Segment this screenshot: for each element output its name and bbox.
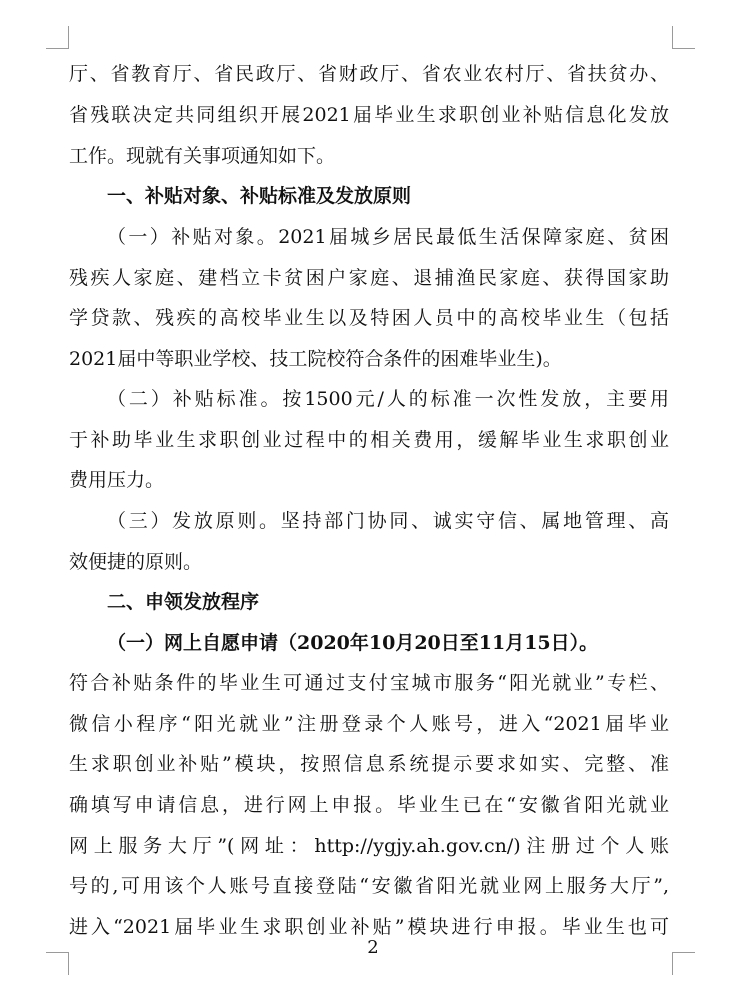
body-line: 省残联决定共同组织开展2021届毕业生求职创业补贴信息化发放 bbox=[69, 104, 669, 126]
body-line: 工作。现就有关事项通知如下。 bbox=[69, 145, 336, 167]
body-line: 符合补贴条件的毕业生可通过支付宝城市服务“阳光就业”专栏、 bbox=[69, 672, 669, 694]
paragraph-start-line: （一）补贴对象。2021届城乡居民最低生活保障家庭、贫困 bbox=[107, 226, 669, 248]
section-heading-2: 二、申领发放程序 bbox=[107, 591, 260, 613]
body-line: 进入“2021届毕业生求职创业补贴”模块进行申报。毕业生也可 bbox=[69, 916, 669, 938]
body-line: 微信小程序“阳光就业”注册登录个人账号，进入“2021届毕业 bbox=[69, 713, 669, 735]
body-line: 号的,可用该个人账号直接登陆“安徽省阳光就业网上服务大厅”, bbox=[69, 875, 669, 897]
body-line: 网上服务大厅”(网址：http://ygjy.ah.gov.cn/)注册过个人账 bbox=[69, 835, 669, 857]
body-line: 2021届中等职业学校、技工院校符合条件的困难毕业生)。 bbox=[69, 348, 562, 370]
body-line: 残疾人家庭、建档立卡贫困户家庭、退捕渔民家庭、获得国家助 bbox=[69, 267, 669, 289]
body-line: 于补助毕业生求职创业过程中的相关费用，缓解毕业生求职创业 bbox=[69, 429, 669, 451]
body-line: 厅、省教育厅、省民政厅、省财政厅、省农业农村厅、省扶贫办、 bbox=[69, 63, 669, 85]
paragraph-start-line: （三）发放原则。坚持部门协同、诚实守信、属地管理、高 bbox=[107, 510, 669, 532]
body-line: 效便捷的原则。 bbox=[69, 551, 203, 573]
page-number: 2 bbox=[367, 937, 379, 958]
body-line: 学贷款、残疾的高校毕业生以及特困人员中的高校毕业生（包括 bbox=[69, 307, 669, 329]
body-line: 费用压力。 bbox=[69, 469, 165, 491]
section-heading-1: 一、补贴对象、补贴标准及发放原则 bbox=[107, 185, 412, 207]
paragraph-start-line: （二）补贴标准。按1500元/人的标准一次性发放，主要用 bbox=[107, 388, 669, 410]
crop-mark-top-left bbox=[46, 26, 69, 49]
subsection-heading: （一）网上自愿申请（2020年10月20日至11月15日）。 bbox=[107, 632, 599, 654]
crop-mark-top-right bbox=[672, 26, 695, 49]
body-line: 确填写申请信息，进行网上申报。毕业生已在“安徽省阳光就业 bbox=[69, 794, 669, 816]
body-line: 生求职创业补贴”模块，按照信息系统提示要求如实、完整、准 bbox=[69, 753, 669, 775]
